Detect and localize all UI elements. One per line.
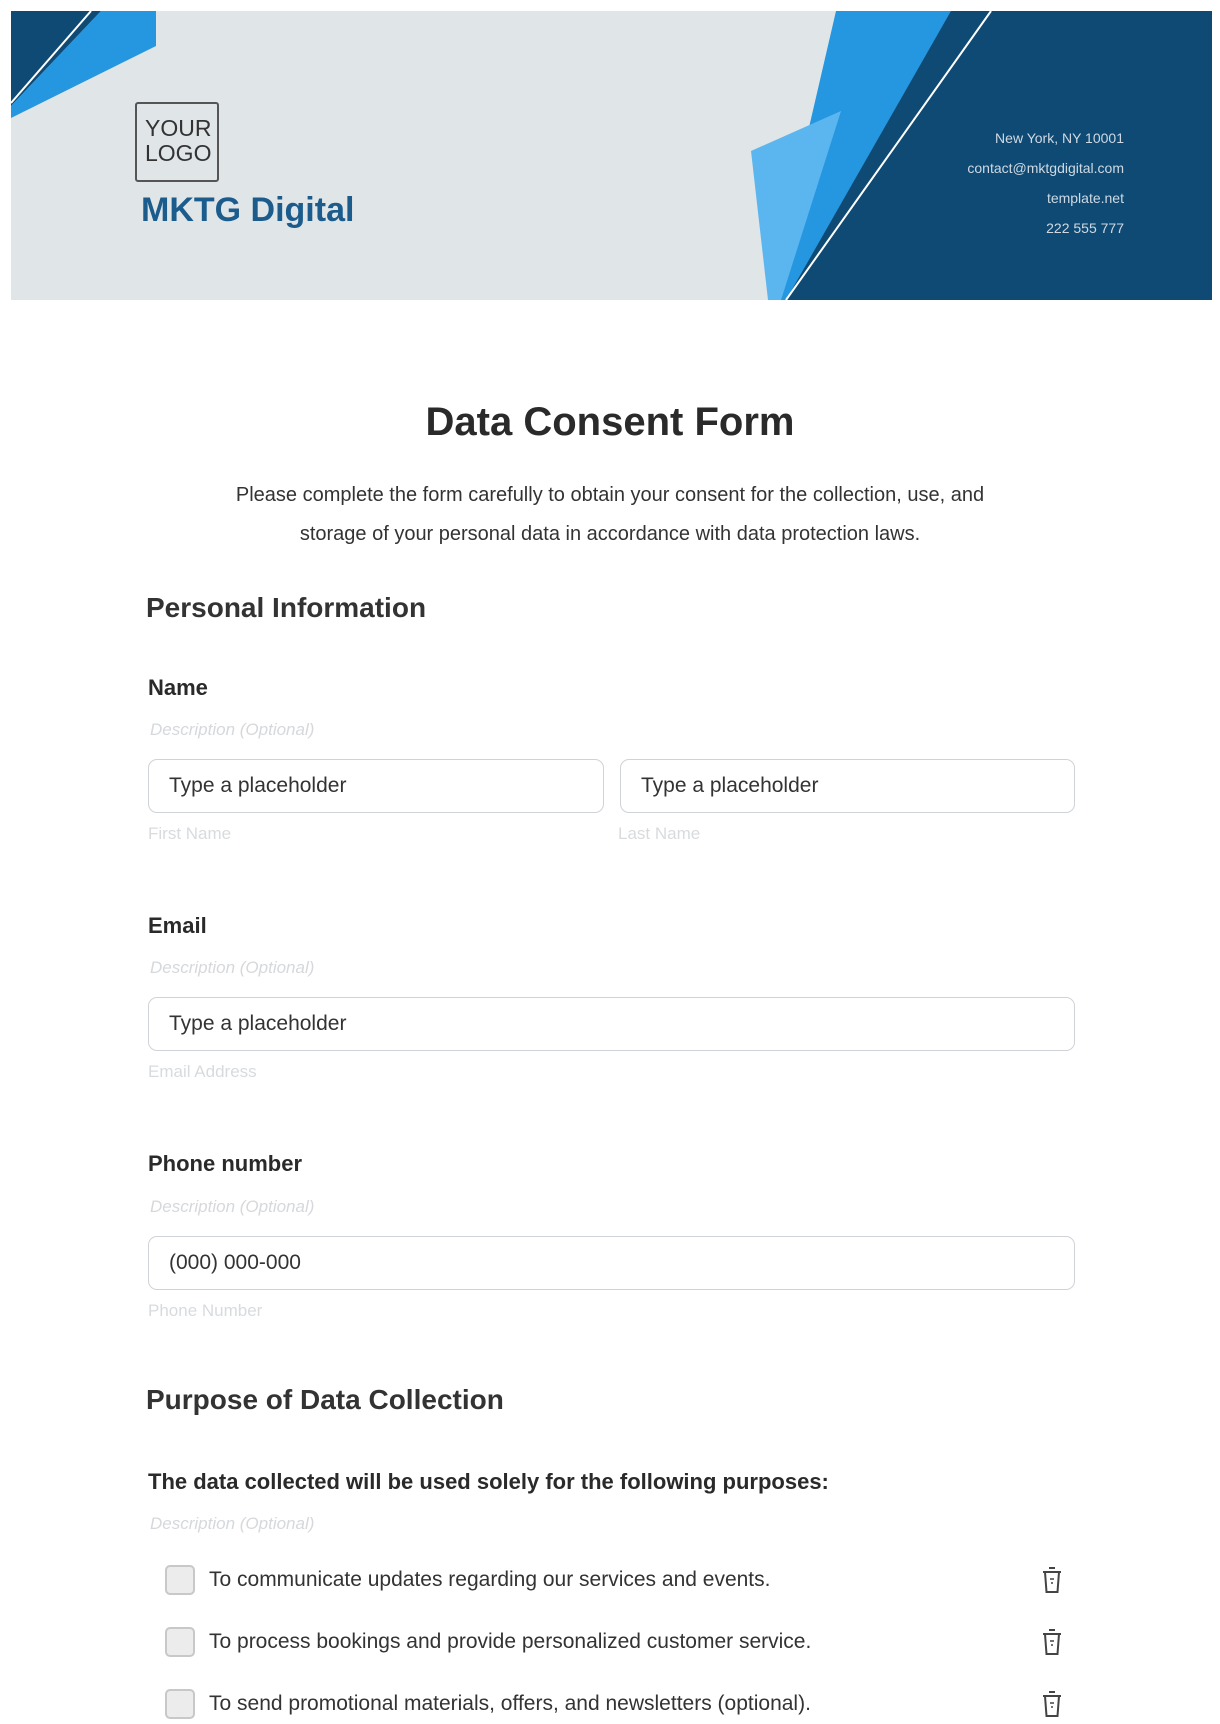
contact-website: template.net [1046, 190, 1124, 206]
name-label: Name [148, 675, 208, 700]
purpose-checkbox[interactable] [165, 1689, 195, 1719]
purpose-checkbox[interactable] [165, 1565, 195, 1595]
email-sublabel: Email Address [148, 1062, 257, 1081]
header-banner [11, 11, 1212, 300]
intro-line: storage of your personal data in accordance with data protection laws. [299, 523, 921, 545]
last-name-input[interactable]: Type a placeholder [620, 759, 1075, 813]
purpose-option-label: To communicate updates regarding our services and events. [209, 1568, 771, 1591]
email-label: Email [148, 913, 207, 938]
logo-text: YOUR LOGO [145, 115, 212, 166]
form-intro [150, 476, 1070, 554]
contact-email: contact@mktgdigital.com [967, 160, 1124, 176]
company-name: MKTG Digital [141, 191, 355, 229]
first-name-input[interactable]: Type a placeholder [148, 759, 604, 813]
contact-phone: 222 555 777 [1046, 220, 1124, 236]
phone-input[interactable]: (000) 000-000 [148, 1236, 1075, 1290]
intro-line: Please complete the form carefully to obtain your consent for the collection, use, and [235, 484, 985, 506]
purpose-option-label: To send promotional materials, offers, and newsletters (optional). [209, 1692, 811, 1715]
last-name-sublabel: Last Name [618, 824, 701, 843]
purpose-option-label: To process bookings and provide personalized customer service. [209, 1630, 812, 1653]
contact-address: New York, NY 10001 [995, 130, 1124, 146]
phone-description: Description (Optional) [150, 1197, 315, 1216]
email-input[interactable]: Type a placeholder [148, 997, 1075, 1051]
purpose-checkbox[interactable] [165, 1627, 195, 1657]
email-description: Description (Optional) [150, 958, 315, 977]
section-personal-information: Personal Information [146, 592, 427, 623]
purpose-description: Description (Optional) [150, 1514, 315, 1533]
phone-label: Phone number [148, 1151, 303, 1176]
section-purpose: Purpose of Data Collection [146, 1384, 504, 1415]
trash-icon[interactable] [1040, 1565, 1064, 1600]
first-name-sublabel: First Name [148, 824, 232, 843]
trash-icon[interactable] [1040, 1627, 1064, 1662]
logo-placeholder [135, 102, 219, 182]
purpose-question: The data collected will be used solely for the following purposes: [148, 1469, 829, 1494]
phone-sublabel: Phone Number [148, 1301, 263, 1320]
name-description: Description (Optional) [150, 720, 315, 739]
page-title: Data Consent Form [425, 400, 795, 444]
